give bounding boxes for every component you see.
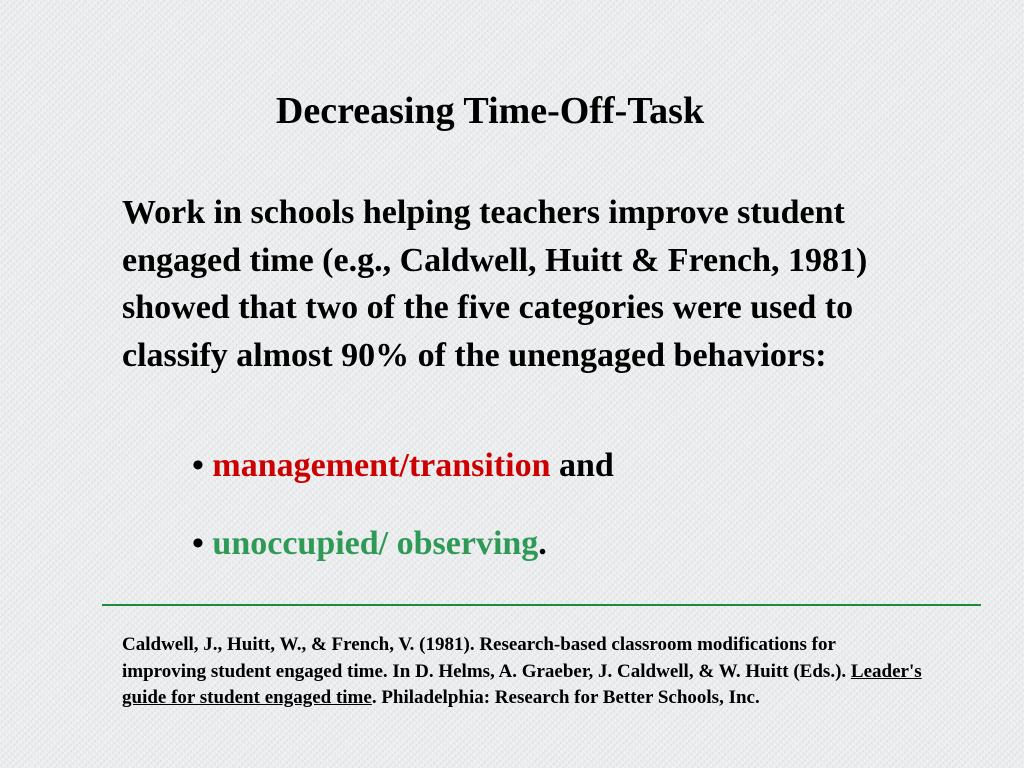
bullet-marker: • <box>192 447 204 484</box>
reference-title-link[interactable]: Leader's guide for student engaged time <box>122 660 922 708</box>
bullet-term-management-transition: management/transition <box>212 447 551 484</box>
bullet-term-unoccupied-observing: unoccupied/ observing <box>212 525 539 562</box>
reference-text-after: . Philadelphia: Research for Better Schools, Inc. <box>371 687 760 708</box>
bullet-marker: • <box>192 525 204 562</box>
reference-text-before: Caldwell, J., Huitt, W., & French, V. (1981). Research-based classroom modifications for improving student engaged time. In D. Helms, A. Graeber, J. Caldwell, & W. Huitt (Eds.). <box>122 634 851 682</box>
slide-title: Decreasing Time-Off-Task <box>275 90 705 132</box>
bullet-item-unoccupied <box>192 522 547 566</box>
section-divider <box>102 604 981 606</box>
bullet-item-management <box>192 444 614 488</box>
bullet-suffix: . <box>538 525 547 562</box>
reference-citation <box>122 632 922 712</box>
body-paragraph: Work in schools helping teachers improve student engaged time (e.g., Caldwell, Huitt & French, 1981) showed that two of the five categories were used to classify almost 90% of the unengaged behaviors: <box>122 194 868 374</box>
bullet-suffix: and <box>550 447 614 484</box>
